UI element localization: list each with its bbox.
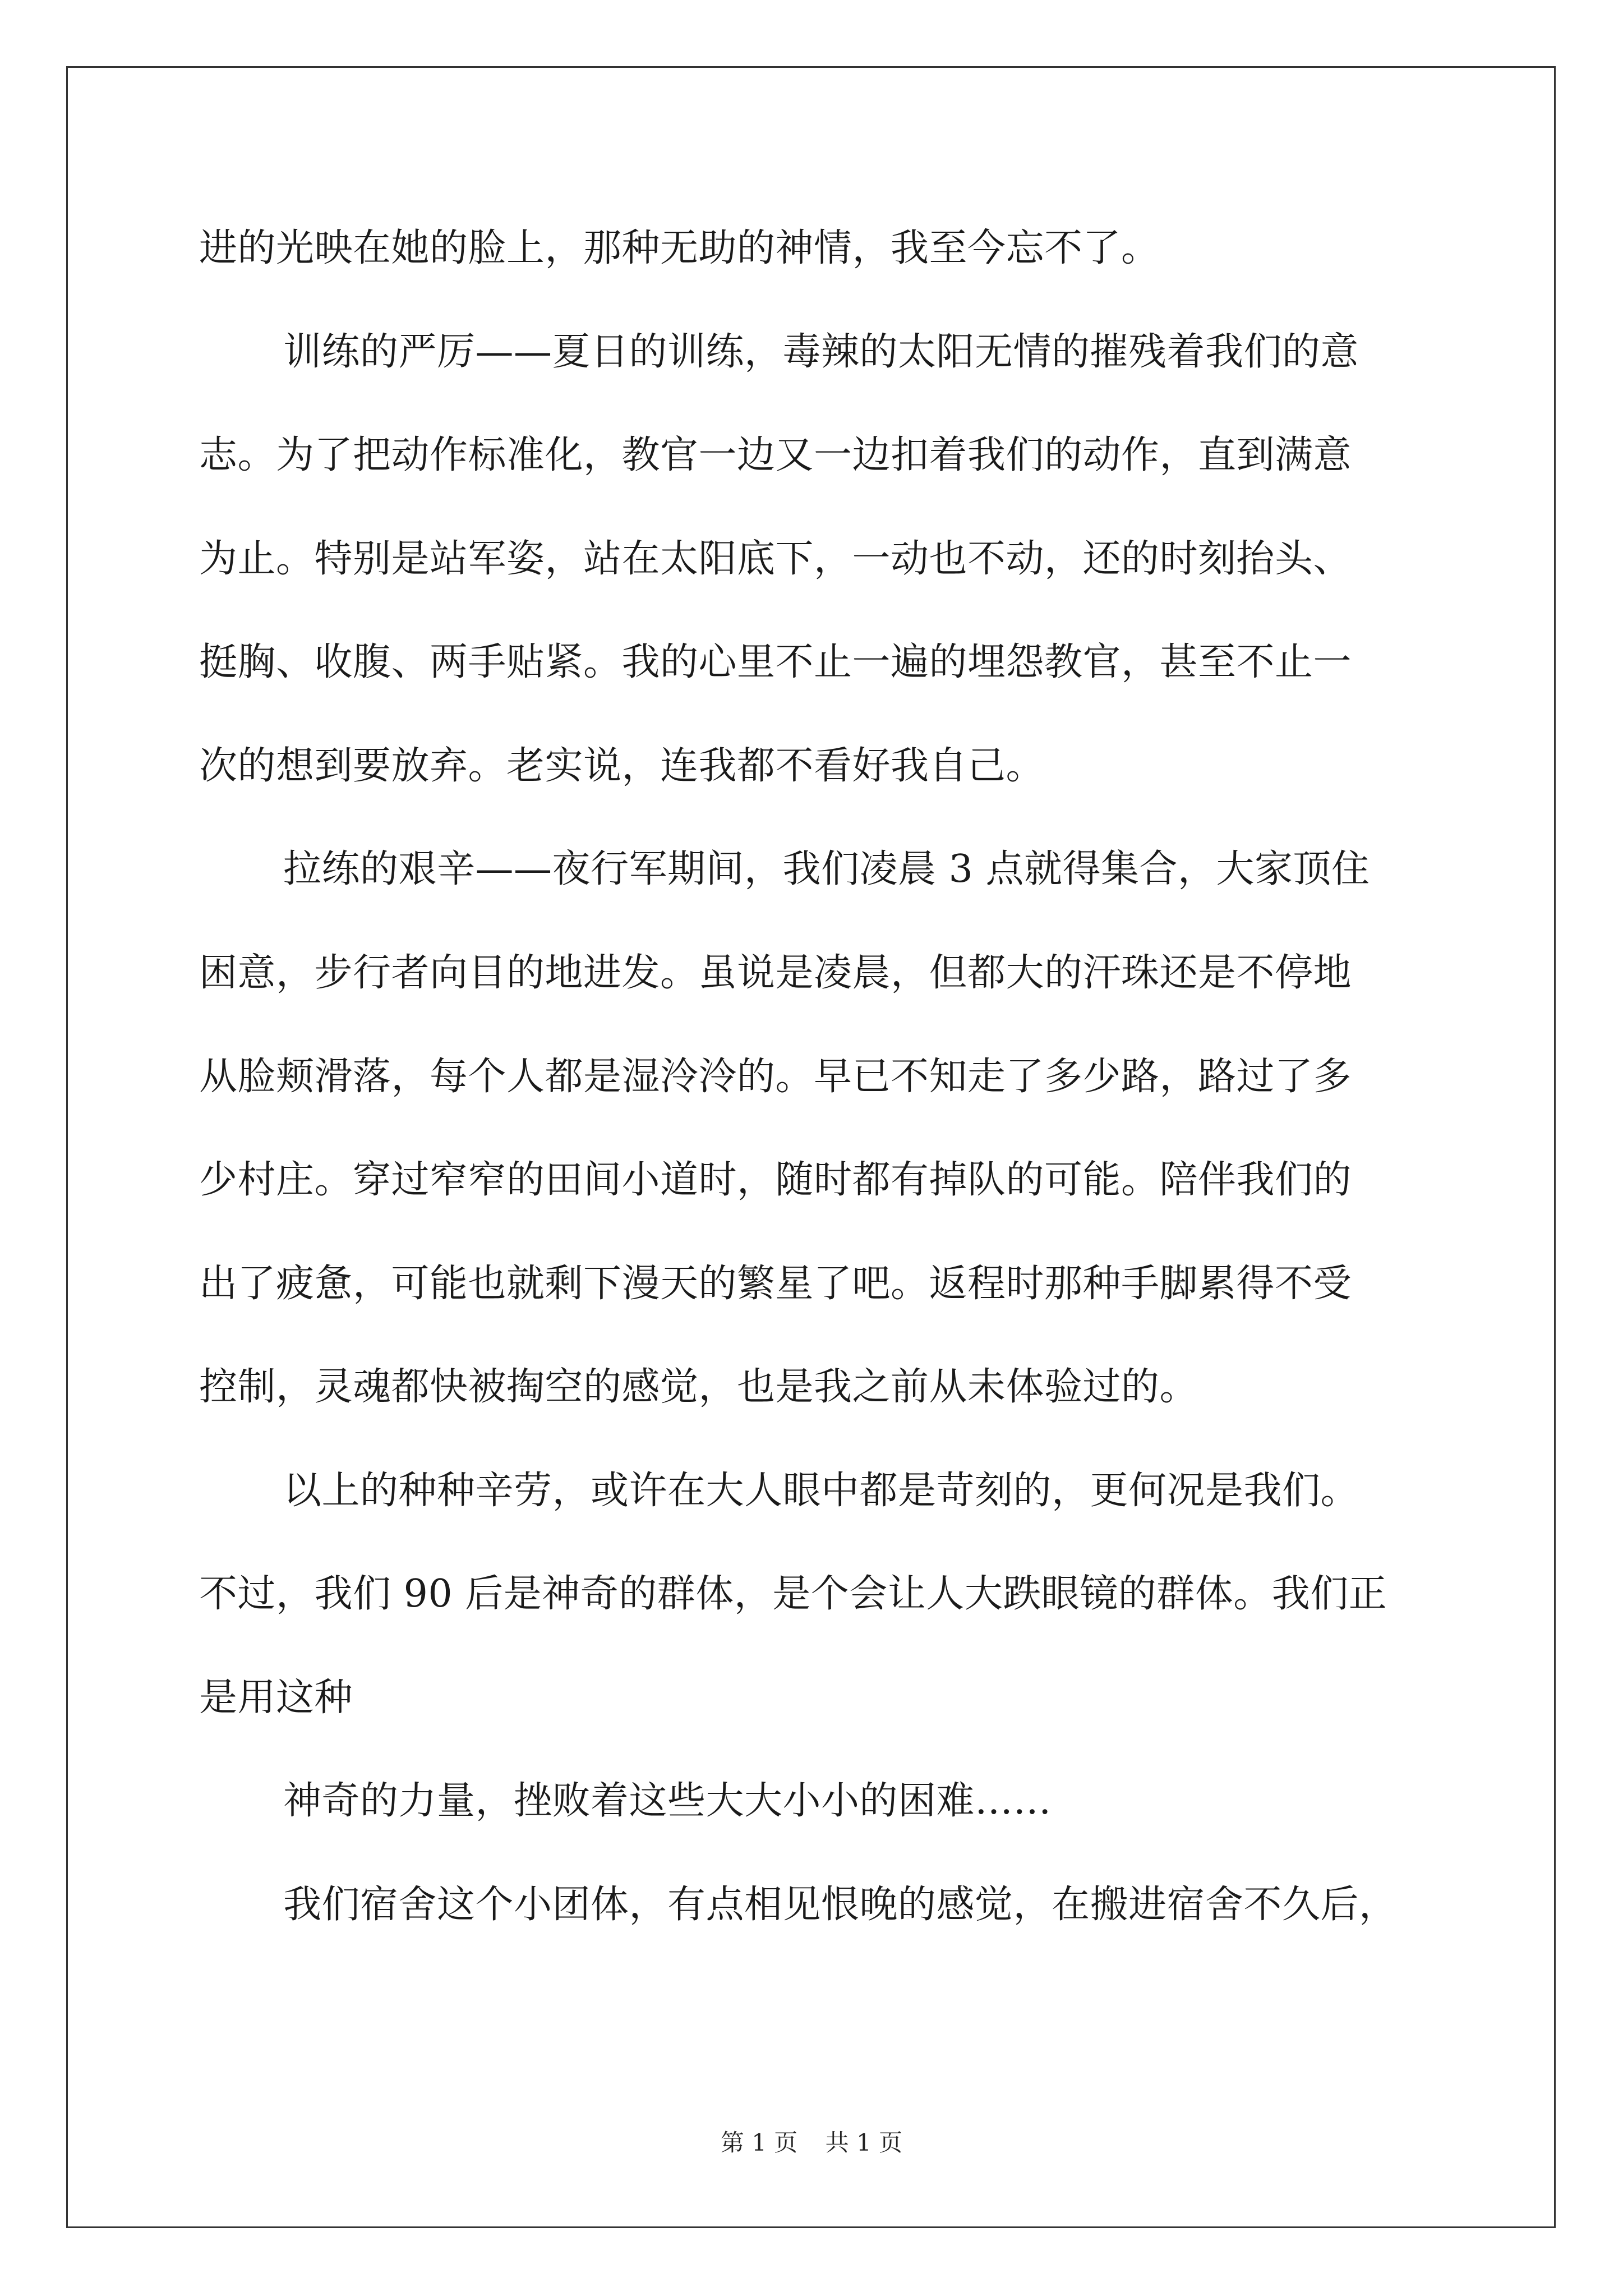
- text-line: 困意，步行者向目的地进发。虽说是凌晨，但都大的汗珠还是不停地: [199, 951, 1352, 995]
- paragraph-start-line: 训练的严厉——夏日的训练，毒辣的太阳无情的摧残着我们的意: [283, 330, 1359, 374]
- text-line: 是用这种: [199, 1676, 353, 1720]
- text-line: 次的想到要放弃。老实说，连我都不看好我自己。: [199, 744, 1045, 788]
- text-line: 从脸颊滑落，每个人都是湿泠泠的。早已不知走了多少路，路过了多: [199, 1055, 1352, 1099]
- text-line: 不过，我们 90 后是神奇的群体，是个会让人大跌眼镜的群体。我们正: [199, 1572, 1387, 1616]
- paragraph-start-line: 我们宿舍这个小团体，有点相见恨晚的感觉，在搬进宿舍不久后，: [283, 1883, 1398, 1927]
- text-line: 志。为了把动作标准化，教官一边又一边扣着我们的动作，直到满意: [199, 433, 1352, 477]
- text-line: 出了疲惫，可能也就剩下漫天的繁星了吧。返程时那种手脚累得不受: [199, 1262, 1352, 1306]
- paragraph-start-line: 拉练的艰辛——夜行军期间，我们凌晨 3 点就得集合，大家顶住: [283, 847, 1370, 891]
- text-line: 进的光映在她的脸上，那种无助的神情，我至今忘不了。: [199, 226, 1160, 270]
- page-number-total: 共 1 页: [825, 2129, 903, 2156]
- paragraph-start-line: 以上的种种辛劳，或许在大人眼中都是苛刻的，更何况是我们。: [283, 1469, 1359, 1513]
- page-number-current: 第 1 页: [720, 2129, 798, 2156]
- text-line: 控制，灵魂都快被掏空的感觉，也是我之前从未体验过的。: [199, 1365, 1198, 1409]
- page-footer: [0, 2126, 1623, 2160]
- text-line: 少村庄。穿过窄窄的田间小道时，随时都有掉队的可能。陪伴我们的: [199, 1158, 1352, 1202]
- paragraph-start-line: 神奇的力量，挫败着这些大大小小的困难……: [283, 1779, 1052, 1823]
- text-line: 为止。特别是站军姿，站在太阳底下，一动也不动，还的时刻抬头、: [199, 537, 1352, 581]
- text-line: 挺胸、收腹、两手贴紧。我的心里不止一遍的埋怨教官，甚至不止一: [199, 640, 1352, 684]
